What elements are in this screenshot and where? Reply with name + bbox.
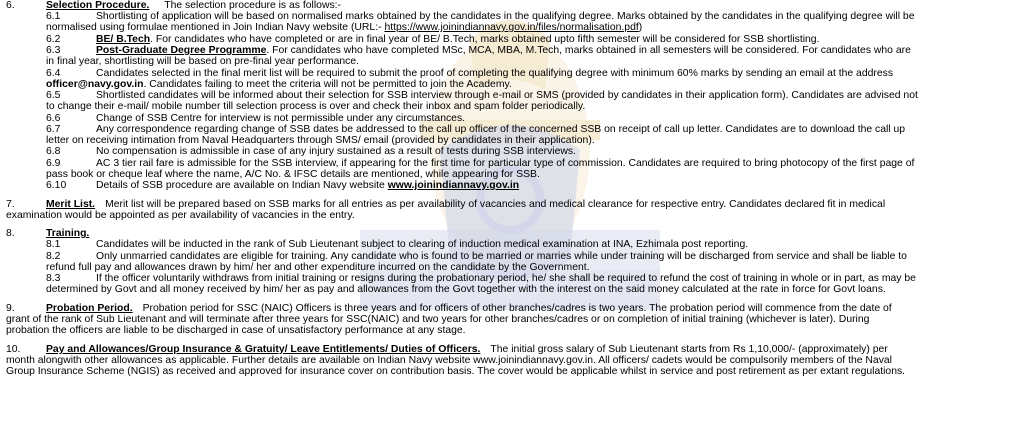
para-text: Details of SSB procedure are available on Indian Navy website <box>96 180 388 191</box>
para-text: . For candidates who have completed MSc, MCA, MBA, M.Tech, marks obtained in all semesters will be considered. For candidates who are <box>266 45 911 56</box>
section-heading: Pay and Allowances/Group Insurance & Gratuity/ Leave Entitlements/ Duties of Officers. <box>46 344 481 355</box>
para-text: Only unmarried candidates are eligible for training. Any candidate who is found to be married or marries while under training will be discharged from service and shall be liable to <box>96 251 907 262</box>
sub-number: 6.6 <box>46 113 61 124</box>
sub-number: 8.3 <box>46 273 61 284</box>
section-9-line2: grant of the rank of Sub Lieutenant and will terminate after three years for SSC(NAIC) and two years for other branches/cadres or on completion of initial training (whichever is later). During <box>6 314 870 325</box>
sub-heading: Post-Graduate Degree Programme <box>96 45 267 56</box>
para-6-7-line2: letter on receiving intimation from Naval Headquarters through SMS/ email (provided by candidates in their application). <box>46 135 595 146</box>
section-10-line3: Group Insurance Scheme (NGIS) as received and approved for insurance cover on contribution basis. The cover would be applicable whilst in service and post retirement as per extant regulations. <box>6 366 906 377</box>
sub-number: 6.8 <box>46 146 61 157</box>
para-text: The initial gross salary of Sub Lieutenant starts from Rs 1,10,000/- (approximately) per <box>490 344 888 355</box>
officer-email-link[interactable]: officer@navy.gov.in <box>46 79 144 90</box>
para-text: Shortlisted candidates will be informed about their selection for SSB interview through e-mail or SMS (provided by candidates in their application form). Candidates are advised not <box>96 90 918 101</box>
para-6-1-line2 <box>46 22 642 33</box>
section-number: 9. <box>6 303 15 314</box>
sub-number: 6.4 <box>46 68 61 79</box>
para-text: Any correspondence regarding change of SSB dates be addressed to the call up officer of the concerned SSB on receipt of call up letter. Candidates are to download the call up <box>96 124 906 135</box>
section-heading: Training. <box>46 228 90 239</box>
normalisation-url-link[interactable]: https://www.joinindiannavy.gov.in/files/normalisation.pdf <box>384 22 639 33</box>
para-text: normalised using formulae mentioned in Join Indian Navy website (URL:- <box>46 22 385 33</box>
sub-number: 6.10 <box>46 180 67 191</box>
section-heading: Probation Period. <box>46 303 133 314</box>
para-text: Candidates will be inducted in the rank of Sub Lieutenant subject to clearing of induction medical examination at INA, Ezhimala post reporting. <box>96 239 749 250</box>
sub-number: 8.1 <box>46 239 61 250</box>
section-intro: The selection procedure is as follows:- <box>164 0 341 11</box>
section-number: 10. <box>6 344 21 355</box>
sub-number: 6.5 <box>46 90 61 101</box>
para-text: Probation period for SSC (NAIC) Officers is three years and for officers of other branches/cadres is two years. The probation period will commence from the date of <box>142 303 892 314</box>
section-9-line3: probation the officers are liable to be discharged in case of unsatisfactory performance at any stage. <box>6 325 466 336</box>
para-text: Shortlisting of application will be based on normalised marks obtained by the candidates in the qualifying degree. Marks obtained by the candidates in the qualifying degree will be <box>96 11 915 22</box>
para-8-2-line2: refund full pay and allowances drawn by him/ her and other expenditure incurred on the candidate by the Government. <box>46 262 590 273</box>
para-text: . Candidates failing to meet the criteria will not be permitted to join the Academy. <box>143 79 512 90</box>
sub-number: 6.1 <box>46 11 61 22</box>
section-number: 6. <box>6 0 15 11</box>
para-text: Candidates selected in the final merit list will be required to submit the proof of completing the qualifying degree with minimum 60% marks by sending an email at the address <box>96 68 894 79</box>
sub-number: 6.9 <box>46 158 61 169</box>
section-heading: Selection Procedure. <box>46 0 150 11</box>
section-7-line2: examination would be appointed as per availability of vacancies in the entry. <box>6 210 355 221</box>
sub-number: 6.7 <box>46 124 61 135</box>
para-text: ) <box>638 22 643 33</box>
para-text: No compensation is admissible in case of any injury sustained as a result of tests during SSB interviews. <box>96 146 576 157</box>
section-number: 8. <box>6 228 15 239</box>
sub-heading: BE/ B.Tech <box>96 34 151 45</box>
join-navy-website-link[interactable]: www.joinindiannavy.gov.in <box>387 180 520 191</box>
section-10-line2: month alongwith other allowances as applicable. Further details are available on Indian Navy website www.joinindiannavy.gov.in. All officers/ cadets would be compulsorily members of the Naval <box>6 355 892 366</box>
sub-number: 6.3 <box>46 45 61 56</box>
para-text: . For candidates who have completed or are in final year of BE/ B.Tech, marks obtained upto fifth semester will be considered for SSB shortlisting. <box>150 34 820 45</box>
sub-number: 8.2 <box>46 251 61 262</box>
para-6-9-line2: pass book or cheque leaf where the name, A/C No. & IFSC details are mentioned, while appearing for SSB. <box>46 169 540 180</box>
sub-number: 6.2 <box>46 34 61 45</box>
para-8-3-line2: determined by Govt and all money received by him/ her as pay and allowances from the Govt together with the interest on the said money calculated at the rate in force for Govt loans. <box>46 284 886 295</box>
section-number: 7. <box>6 199 15 210</box>
para-text: AC 3 tier rail fare is admissible for the SSB interview, if appearing for the first time for particular type of commission. Candidates are required to bring photocopy of the first page of <box>96 158 915 169</box>
para-6-3-line2: in final year, shortlisting will be based on pre-final year performance. <box>46 56 360 67</box>
para-6-4-line2 <box>46 79 512 90</box>
para-text: Change of SSB Centre for interview is not permissible under any circumstances. <box>96 113 466 124</box>
para-text: Merit list will be prepared based on SSB marks for all entries as per availability of vacancies and medical clearance for respective entry. Candidates declared fit in medical <box>105 199 886 210</box>
para-6-5-line2: to change their e-mail/ mobile number till selection process is over and check their inbox and spam folder periodically. <box>46 101 586 112</box>
para-text: If the officer voluntarily withdraws from initial training or resigns during the probationary period, he/ she shall be required to refund the cost of training in whole or in part, as may be <box>96 273 916 284</box>
section-heading: Merit List. <box>46 199 96 210</box>
